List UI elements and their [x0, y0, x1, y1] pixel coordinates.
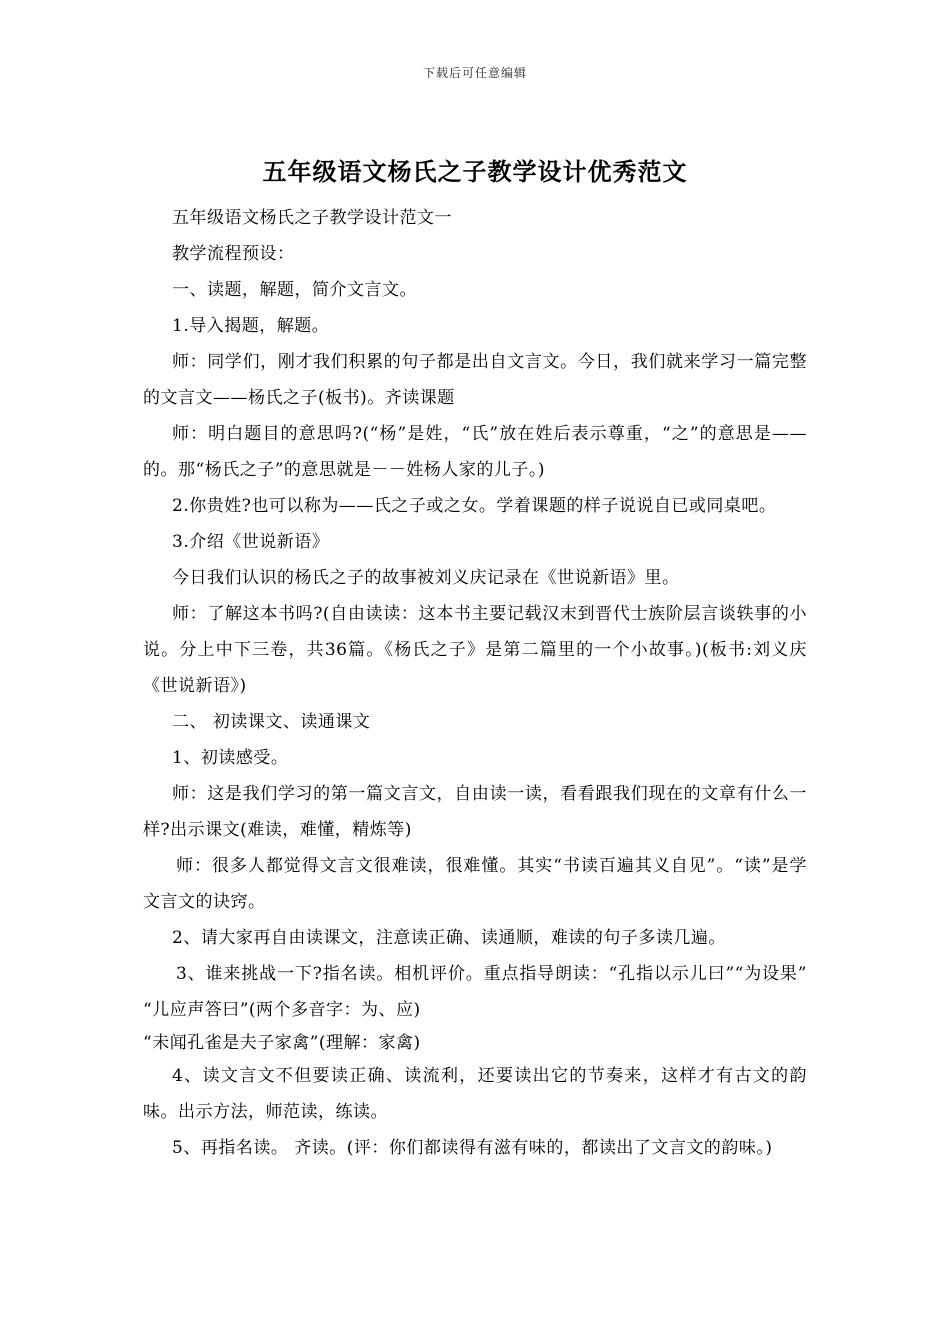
paragraph: 师：同学们，刚才我们积累的句子都是出自文言文。今日，我们就来学习一篇完整的文言文——杨氏之子(板书)。齐读课题: [143, 352, 807, 408]
paragraph: “未闻孔雀是夫子家禽”(理解：家禽): [143, 1033, 421, 1053]
paragraph: 2.你贵姓?也可以称为——氏之子或之女。学着课题的样子说说自已或同桌吧。: [172, 496, 777, 516]
document-title: 五年级语文杨氏之子教学设计优秀范文: [262, 157, 688, 186]
paragraph: 4、读文言文不但要读正确、读流利，还要读出它的节奏来，这样才有古文的韵味。出示方法，师范读，练读。: [143, 1066, 807, 1122]
paragraph: 3、谁来挑战一下?指名读。相机评价。重点指导朗读：“孔指以示儿曰”“为设果” “儿应声答曰”(两个多音字：为、应): [143, 964, 807, 1020]
paragraph: 师：很多人都觉得文言文很难读，很难懂。其实“书读百遍其义自见”。“读”是学文言文的诀窍。: [143, 856, 807, 912]
paragraph: 5、再指名读。 齐读。(评：你们都读得有滋有味的，都读出了文言文的韵味。): [172, 1138, 773, 1158]
paragraph: 教学流程预设：: [172, 244, 295, 264]
paragraph: 师：明白题目的意思吗?(“杨”是姓，“氏”放在姓后表示尊重，“之”的意思是——的。那“杨氏之子”的意思就是－－姓杨人家的儿子。): [143, 424, 807, 480]
paragraph: 1、初读感受。: [172, 748, 289, 768]
paragraph: 五年级语文杨氏之子教学设计范文一: [172, 208, 452, 228]
paragraph: 师：这是我们学习的第一篇文言文，自由读一读，看看跟我们现在的文章有什么一样?出示课文(难读，难懂，精炼等): [143, 784, 807, 840]
paragraph: 2、请大家再自由读课文，注意读正确、读通顺，难读的句子多读几遍。: [172, 928, 726, 948]
paragraph: 师：了解这本书吗?(自由读读：这本书主要记载汉末到晋代士族阶层言谈轶事的小说。分上中下三卷，共36篇。《杨氏之子》是第二篇里的一个小故事。)(板书:刘义庆《世说新语》): [143, 604, 807, 696]
paragraph: 二、 初读课文、读通课文: [172, 712, 371, 732]
document-body: [143, 200, 807, 1166]
paragraph: 一、读题，解题，简介文言文。: [172, 280, 417, 300]
paragraph: 3.介绍《世说新语》: [172, 532, 330, 552]
page-header-note: 下载后可任意编辑: [422, 66, 527, 80]
paragraph: 1.导入揭题，解题。: [172, 316, 330, 336]
paragraph: 今日我们认识的杨氏之子的故事被刘义庆记录在《世说新语》里。: [172, 568, 680, 588]
